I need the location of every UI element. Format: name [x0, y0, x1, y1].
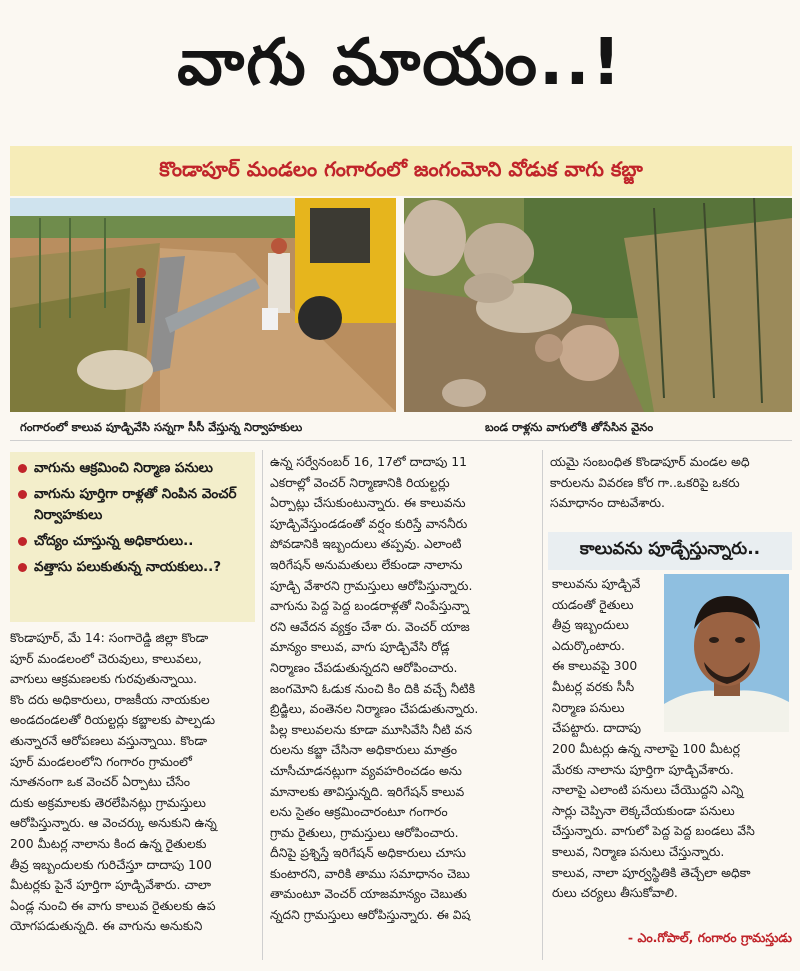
article-line: మాన్యం కాలువ, వాగు పూడ్చివేసి రోడ్ల	[270, 639, 450, 655]
bullet-item	[18, 557, 247, 578]
article-line: జంగమోని ఓడుక నుంచి కిం దికి వచ్చే నీటికి	[270, 680, 476, 696]
bullet-icon	[18, 563, 27, 572]
quote-line: నిర్మాణ పనులు	[552, 699, 625, 715]
article-line: చూసీచూడనట్లుగా వ్యవహరించడం అను	[270, 762, 462, 778]
quote-line: చేపట్టారు. దాదాపు	[552, 720, 642, 736]
quote-line: కాలువ, నిర్మాణ పనులు చేస్తున్నారు.	[552, 843, 725, 859]
quote-line: 200 మీటర్లు ఉన్న నాలాపై 100 మీటర్ల	[552, 741, 740, 756]
bullet-item	[18, 531, 247, 552]
bullet-icon	[18, 464, 27, 473]
bullet-icon	[18, 490, 27, 499]
article-line: గ్రామ రైతులు, గ్రామస్తులు ఆరోపించారు.	[270, 824, 459, 840]
column-divider	[542, 450, 543, 960]
article-line: పూర్ మండలంలోని గంగారం గ్రామంలో	[10, 753, 192, 769]
quote-line: తీవ్ర ఇబ్బందులు	[552, 617, 629, 633]
article-line: వాగును పెద్ద పెద్ద బండరాళ్లతో నింపేస్తున్నా	[270, 598, 470, 614]
photo-construction-image	[10, 198, 396, 412]
photo-right-caption: బండ రాళ్లను వాగులోకి తోసేసిన వైనం	[485, 420, 654, 434]
article-column-1	[10, 628, 255, 937]
article-column-2	[270, 452, 538, 926]
portrait-photo	[664, 574, 789, 732]
article-line: ఇరిగేషన్ అనుమతులు లేకుండా నాలాను	[270, 556, 463, 572]
article-line: లను సైతం ఆక్రమించారంటూ గంగారం	[270, 804, 448, 820]
quote-box-title: కాలువను పూడ్చేస్తున్నారు..	[579, 539, 761, 559]
quote-line: మేరకు నాలాను పూర్తిగా పూడ్చివేశారు.	[552, 761, 734, 777]
article-line: కారులను వివరణ కోర గా..ఒకరిపై ఒకరు	[550, 474, 740, 490]
article-line: రులను కబ్జా చేసినా అధికారులు మాత్రం	[270, 742, 458, 758]
article-line: కొండాపూర్, మే 14: సంగారెడ్డి జిల్లా కొండా	[10, 630, 209, 645]
article-line: పోవడానికి ఇబ్బందులు తప్పవు. ఎలాంటి	[270, 536, 462, 552]
article-column-3	[550, 452, 792, 514]
quote-line: మీటర్ల వరకు సీసీ	[552, 678, 635, 694]
quote-line: ఈ కాలువపై 300	[552, 658, 638, 674]
article-line: తామంటూ వెంచర్ యాజమాన్యం చెబుతు	[270, 886, 467, 902]
article-line: బ్రిడ్జిలు, వంతెనల నిర్మాణం చేపడుతున్నారు.	[270, 701, 479, 717]
bullet-box	[10, 452, 255, 622]
quote-line: నాలాపై ఎలాంటి పనులు చేయొద్దని ఎన్ని	[552, 782, 744, 798]
photo-boulders-image	[404, 198, 792, 412]
quote-line: యడంతో రైతులు	[552, 596, 634, 612]
quote-line: రులు చర్యలు తీసుకోవాలి.	[552, 885, 678, 901]
article-line: నిర్మాణం చేపడుతున్నదని ఆరోపించారు.	[270, 659, 458, 675]
article-line: ఏర్పాట్లు చేసుకుంటున్నారు. ఈ కాలువను	[270, 495, 466, 511]
article-line: యమై సంబంధిత కొండాపూర్ మండల అధి	[550, 454, 750, 469]
article-line: నూతనంగా ఒక వెంచర్ ఏర్పాటు చేసేం	[10, 774, 191, 790]
article-line: ఏండ్ల నుంచి ఈ వాగు కాలువ రైతులకు ఉప	[10, 897, 216, 913]
column-divider	[262, 450, 263, 960]
bullet-item	[18, 484, 247, 526]
quote-line: కాలువ, నాలా పూర్వస్థితికి తెచ్చేలా అధికా	[552, 864, 751, 880]
caption-divider	[10, 440, 792, 441]
quote-box-text-narrow	[552, 574, 660, 739]
article-line: పూడ్చి వేశారని గ్రామస్తులు ఆరోపిస్తున్నారు.	[270, 577, 473, 593]
portrait-image	[664, 574, 789, 732]
article-line: మానాలకు తావిస్తున్నది. ఇరిగేషన్ కాలువ	[270, 783, 465, 799]
article-line: కొం దరు అధికారులు, రాజకీయ నాయకుల	[10, 691, 210, 707]
article-line: పిల్ల కాలువలను కూడా మూసివేసి నీటి వన	[270, 721, 473, 737]
bullet-text: వాగును పూర్తిగా రాళ్లతో నింపిన వెంచర్ నిర్వాహకులు	[34, 486, 237, 523]
article-line: న్నదని గ్రామస్తులు ఆరోపిస్తున్నారు. ఈ విష	[270, 907, 471, 923]
article-line: ఎకరాల్లో వెంచర్ నిర్మాణానికి రియల్టర్లు	[270, 474, 450, 490]
article-line: ఉన్న సర్వేనంబర్ 16, 17లో దాదాపు 11	[270, 454, 468, 469]
headline-text: వాగు మాయం..!	[177, 25, 623, 100]
quote-line: ఎదుర్కొంటారు.	[552, 637, 625, 653]
article-line: 200 మీటర్ల నాలాను కింద ఉన్న రైతులకు	[10, 835, 207, 851]
article-line: అండదండలతో రియల్టర్లు కబ్జాలకు పాల్పడు	[10, 712, 216, 728]
quote-line: కాలువను పూడ్చివే	[552, 576, 641, 591]
article-line: తున్నారనే ఆరోపణలు వస్తున్నాయి. కొండా	[10, 732, 207, 748]
bullet-text: చోద్యం చూస్తున్న అధికారులు..	[34, 533, 194, 549]
article-line: తీవ్ర ఇబ్బందులకు గురిచేస్తూ దాదాపు 100	[10, 856, 212, 872]
photo-construction	[10, 198, 396, 412]
article-line: రని ఆవేదన వ్యక్తం చేశా రు. వెంచర్ యాజ	[270, 618, 470, 634]
article-line: కుంటారని, వారికి తాము సమాధానం చెబు	[270, 865, 470, 881]
headline	[0, 0, 800, 140]
article-line: దుకు అక్రమాలకు తెరలేపినట్లు గ్రామస్తులు	[10, 794, 206, 810]
photo-left-caption: గంగారంలో కాలువ పూడ్చివేసి సన్నగా సీసీ వేస్తున్న నిర్వాహకులు	[20, 420, 303, 434]
article-line: దీనిపై ప్రశ్నిస్తే ఇరిగేషన్ అధికారులు చూసు	[270, 845, 466, 861]
article-line: ఆరోపిస్తున్నారు. ఆ వెంచర్కు అనుకుని ఉన్న	[10, 815, 217, 831]
article-line: పూర్ మండలంలో చెరువులు, కాలువలు,	[10, 650, 202, 666]
article-line: పూడ్చివేస్తుండడంతో వర్షం కురిస్తే వాననీరు	[270, 515, 468, 531]
article-line: మీటర్లకు పైనే పూర్తిగా పూడ్చివేశారు. చాలా	[10, 877, 211, 893]
bullet-text: వత్తాసు పలుకుతున్న నాయకులు..?	[34, 559, 222, 575]
article-line: వాగులు ఆక్రమణలకు గురవుతున్నాయి.	[10, 671, 198, 687]
quote-line: సార్లు చెప్పినా లెక్కచేయకుండా పనులు	[552, 802, 735, 818]
quote-byline: - ఎం.గోపాల్, గంగారం గ్రామస్తుడు	[627, 930, 792, 945]
article-line: యోగపడుతున్నది. ఈ వాగును అనుకుని	[10, 918, 203, 934]
bullet-item	[18, 458, 247, 479]
subheadline-band	[10, 146, 792, 196]
subheadline-text: కొండాపూర్ మండలం గంగారంలో జంగంమోని వోడుక వాగు కబ్జా	[159, 156, 643, 181]
photo-boulders	[404, 198, 792, 412]
quote-box-text-wide	[552, 739, 792, 904]
quote-line: చేస్తున్నారు. వాగులో పెద్ద పెద్ద బండలు వేసి	[552, 823, 755, 839]
quote-box-header	[548, 532, 792, 570]
article-line: సమాధానం దాటవేశారు.	[550, 495, 665, 511]
bullet-icon	[18, 537, 27, 546]
bullet-text: వాగును ఆక్రమించి నిర్మాణ పనులు	[34, 460, 213, 476]
